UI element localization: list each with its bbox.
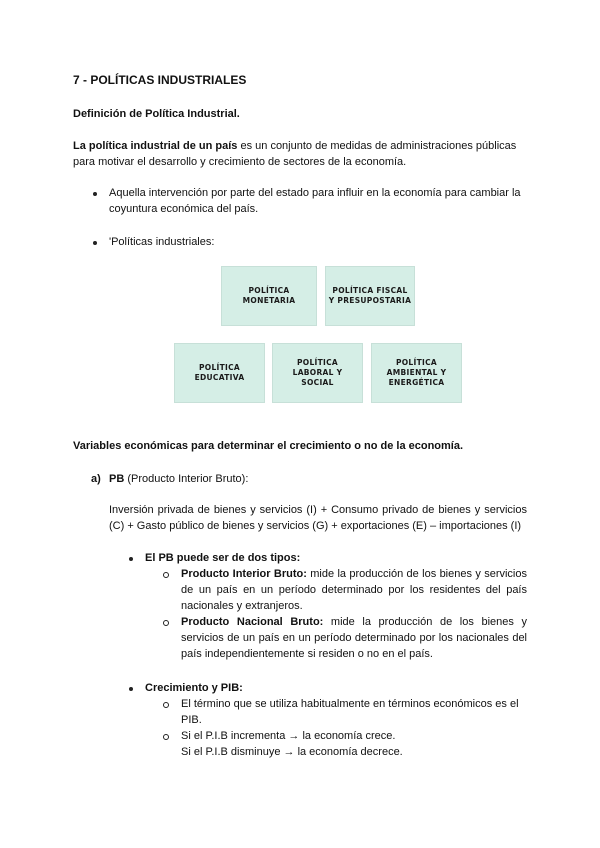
tipo-item-text: mide la producción de los bienes y servicios de un país en un período determinado por los nacionales del país independientemente si residen o no en el país. xyxy=(181,616,527,660)
circle-bullet-icon xyxy=(163,620,169,626)
tipos-heading: El PB puede ser de dos tipos: xyxy=(145,552,301,564)
bullet-dot-icon xyxy=(129,557,133,561)
definition-heading: Definición de Política Industrial. xyxy=(73,108,240,120)
section-title: 7 - POLÍTICAS INDUSTRIALES xyxy=(73,73,247,87)
tipo-item xyxy=(181,614,527,662)
bullet-dot-icon xyxy=(93,241,97,245)
intro-text: es un conjunto de medidas de administraciones públicas para motivar el desarrollo y crecimiento de sectores de la economía. xyxy=(73,140,517,168)
crecimiento-item-incrementa: Si el P.I.B incrementa → la economía crece. xyxy=(181,730,396,742)
pb-formula: Inversión privada de bienes y servicios (I) + Consumo privado de bienes y servicios (C) + Gasto público de bienes y servicios (G) + exportaciones (E) – importaciones (I) xyxy=(109,504,527,532)
pb-desc: (Producto Interior Bruto): xyxy=(124,473,249,485)
pb-line xyxy=(109,471,248,487)
bullet-dot-icon xyxy=(93,192,97,196)
crecimiento-heading: Crecimiento y PIB: xyxy=(145,682,243,694)
box-politica-monetaria: POLÍTICA MONETARIA xyxy=(221,266,317,326)
tipo-item xyxy=(181,566,527,614)
tipo-item-bold: Producto Nacional Bruto: xyxy=(181,616,324,628)
intro-bold: La política industrial de un país xyxy=(73,140,238,152)
box-politica-fiscal: POLÍTICA FISCAL Y PRESUPOSTARIA xyxy=(325,266,415,326)
box-politica-laboral: POLÍTICA LABORAL Y SOCIAL xyxy=(272,343,363,403)
crecimiento-item: El término que se utiliza habitualmente en términos económicos es el PIB. xyxy=(181,698,519,726)
pb-name: PB xyxy=(109,473,125,485)
tipo-item-bold: Producto Interior Bruto: xyxy=(181,568,307,580)
intro-paragraph xyxy=(73,138,528,170)
variables-heading: Variables económicas para determinar el crecimiento o no de la economía. xyxy=(73,440,464,452)
pb-label: a) xyxy=(91,473,101,485)
circle-bullet-icon xyxy=(163,734,169,740)
bullet-dot-icon xyxy=(129,687,133,691)
bullet-item: Aquella intervención por parte del estado para influir en la economía para cambiar la coyuntura económica del país. xyxy=(109,187,521,215)
box-politica-ambiental: POLÍTICA AMBIENTAL Y ENERGÉTICA xyxy=(371,343,462,403)
tipo-item-text: mide la producción de los bienes y servicios de un país en un período determinado por los residentes del país nacionales y extranjeros. xyxy=(181,568,527,612)
box-politica-educativa: POLÍTICA EDUCATIVA xyxy=(174,343,265,403)
crecimiento-item-disminuye: Si el P.I.B disminuye → la economía decrece. xyxy=(181,746,403,758)
bullet-item: 'Políticas industriales: xyxy=(109,236,215,248)
circle-bullet-icon xyxy=(163,572,169,578)
circle-bullet-icon xyxy=(163,702,169,708)
